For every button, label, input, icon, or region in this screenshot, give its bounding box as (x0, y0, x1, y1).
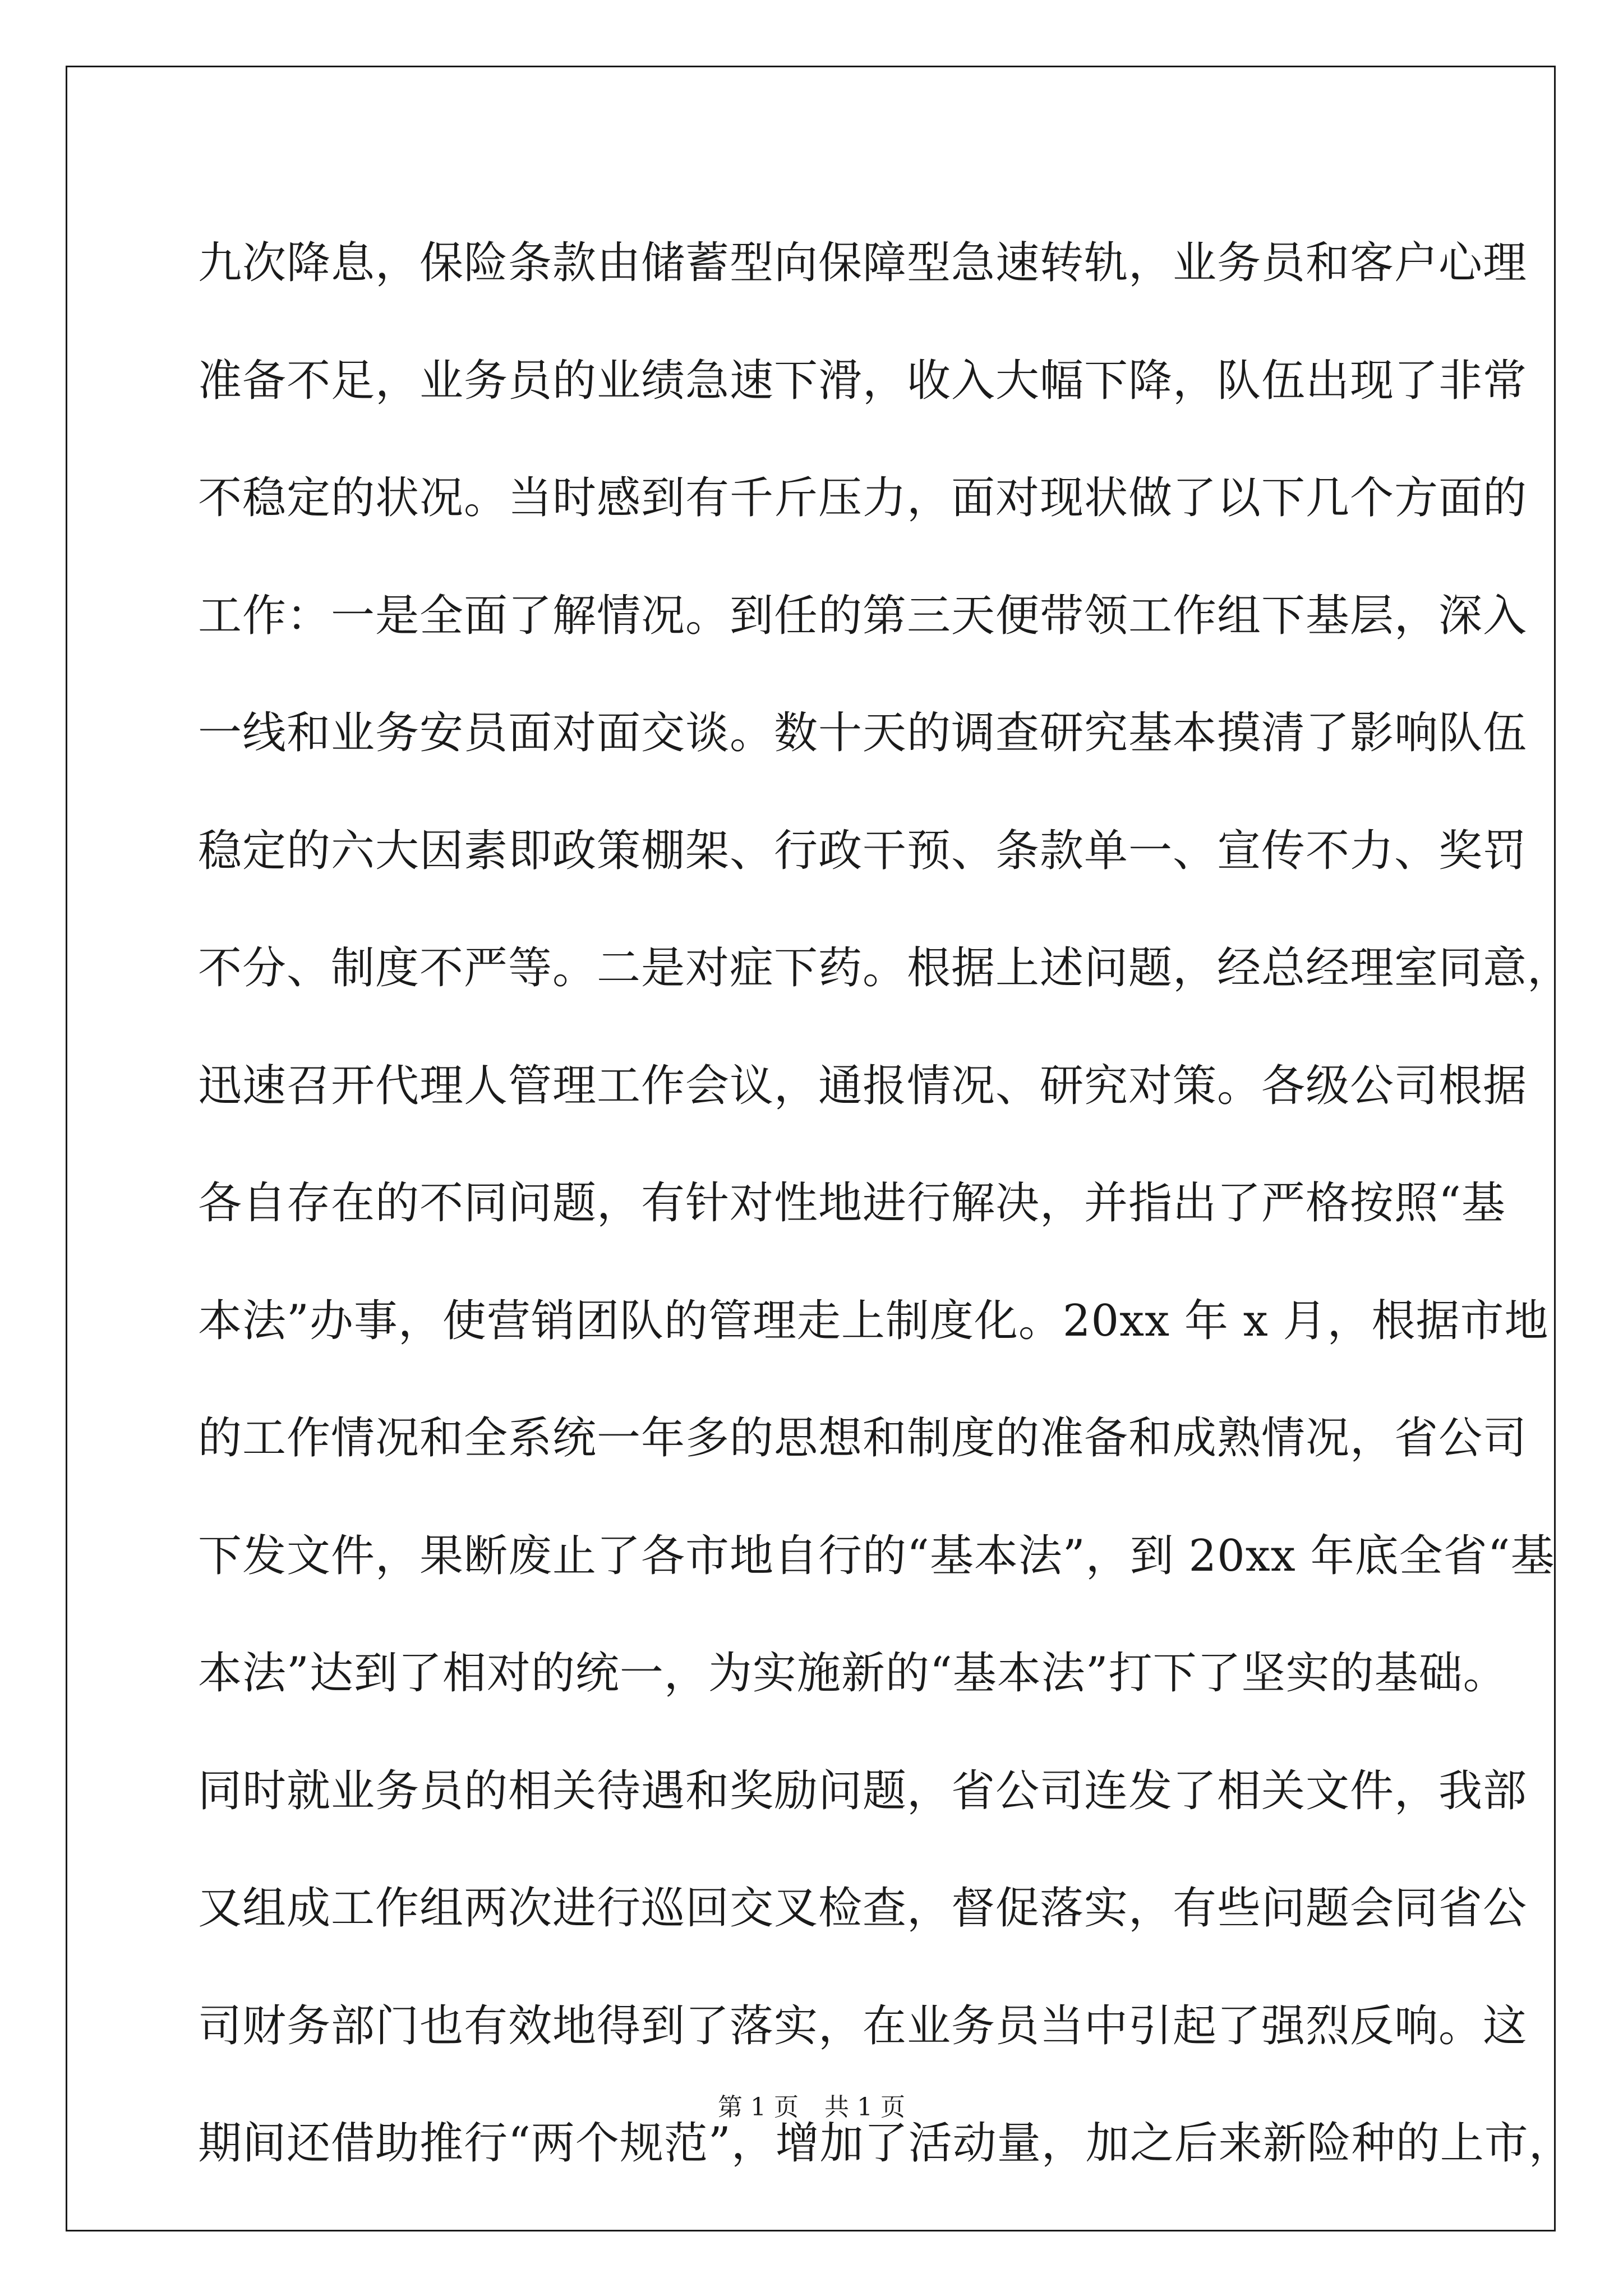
text-line: 下发文件，果断废止了各市地自行的“基本法”，到 20xx 年底全省“基 (198, 1530, 1555, 1581)
text-line: 各自存在的不同问题，有针对性地进行解决，并指出了严格按照“基 (198, 1178, 1506, 1228)
text-line: 不分、制度不严等。二是对症下药。根据上述问题，经总经理室同意， (198, 943, 1572, 993)
text-line: 工作：一是全面了解情况。到任的第三天便带领工作组下基层，深入 (198, 590, 1528, 641)
total-pages: 共 1 页 (824, 2093, 905, 2122)
text-line: 一线和业务安员面对面交谈。数十天的调查研究基本摸清了影响队伍 (198, 708, 1528, 758)
page-footer (0, 2087, 1623, 2123)
text-line: 本法”办事，使营销团队的管理走上制度化。20xx 年 x 月，根据市地 (198, 1295, 1549, 1346)
text-line: 期间还借助推行“两个规范”，增加了活动量，加之后来新险种的上市， (198, 2118, 1573, 2169)
text-line: 不稳定的状况。当时感到有千斤压力，面对现状做了以下几个方面的 (198, 473, 1528, 523)
text-line: 稳定的六大因素即政策棚架、行政干预、条款单一、宣传不力、奖罚 (198, 825, 1528, 876)
page-number: 第 1 页 (718, 2093, 799, 2122)
text-line: 的工作情况和全系统一年多的思想和制度的准备和成熟情况，省公司 (198, 1413, 1528, 1464)
text-line: 九次降息，保险条款由储蓄型向保障型急速转轨，业务员和客户心理 (198, 238, 1528, 288)
document-body (198, 205, 1573, 2203)
text-line: 本法”达到了相对的统一，为实施新的“基本法”打下了坚实的基础。 (198, 1648, 1507, 1699)
text-line: 又组成工作组两次进行巡回交叉检查，督促落实，有些问题会同省公 (198, 1883, 1528, 1934)
text-line: 司财务部门也有效地得到了落实，在业务员当中引起了强烈反响。这 (198, 2000, 1528, 2051)
text-line: 迅速召开代理人管理工作会议，通报情况、研究对策。各级公司根据 (198, 1060, 1528, 1111)
text-line: 同时就业务员的相关待遇和奖励问题，省公司连发了相关文件，我部 (198, 1765, 1528, 1816)
text-line: 准备不足，业务员的业绩急速下滑，收入大幅下降，队伍出现了非常 (198, 355, 1528, 406)
